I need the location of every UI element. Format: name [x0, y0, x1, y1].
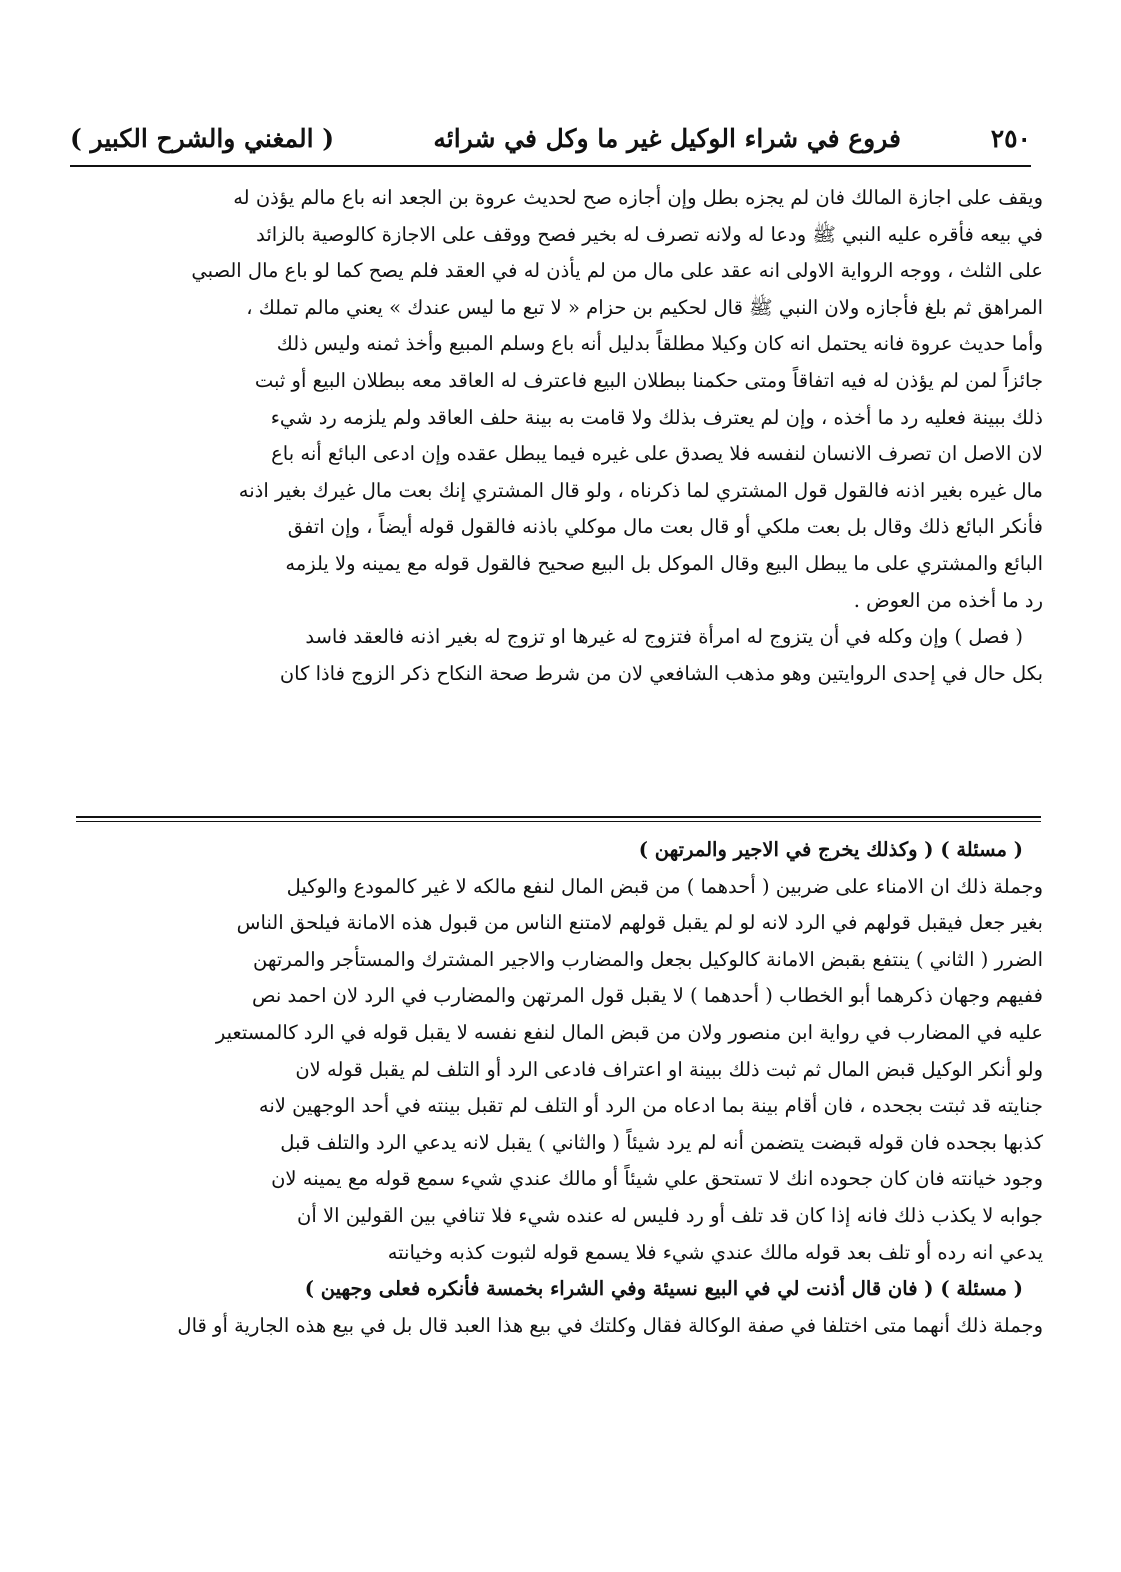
fasl-line: ( فصل ) وإن وكله في أن يتزوج له امرأة فتزوج له غيرها او تزوج له بغير اذنه فالعقد فاسد	[305, 625, 1023, 649]
text-line: وجود خيانته فان كان جحوده انك لا تستحق علي شيئاً أو مالك عندي شيء سمع قوله مع يمينه لان	[271, 1167, 1043, 1191]
main-text-block	[70, 180, 1043, 692]
text-line: بغير جعل فيقبل قولهم في الرد لانه لو لم يقبل قولهم لامتنع الناس من قبول هذه الامانة فيلحق الناس	[236, 911, 1043, 935]
section-separator	[76, 816, 1041, 818]
running-title: فروع في شراء الوكيل غير ما وكل في شرائه	[433, 124, 901, 153]
text-line: يدعي انه رده أو تلف بعد قوله مالك عندي شيء فلا يسمع قوله لثبوت كذبه وخيانته	[387, 1240, 1043, 1264]
masala-heading: ( مسئلة ) ( فان قال أذنت لي في البيع نسيئة وفي الشراء بخمسة فأنكره فعلى وجهين )	[304, 1277, 1023, 1301]
text-line: مال غيره بغير اذنه فالقول قول المشتري لما ذكرناه ، ولو قال المشتري إنك بعت مال غيرك بغير اذنه	[238, 478, 1043, 502]
book-title: ( المغني والشرح الكبير )	[70, 124, 335, 153]
section-separator-inner	[76, 821, 1041, 822]
text-line: الضرر ( الثاني ) ينتفع بقبض الامانة كالوكيل بجعل والمضارب والاجير المشترك والمستأجر والمرتهن	[252, 947, 1043, 971]
text-line: رد ما أخذه من العوض .	[853, 588, 1043, 612]
text-line: البائع والمشتري على ما يبطل البيع وقال الموكل بل البيع صحيح فالقول قوله مع يمينه ولا يلزمه	[285, 551, 1043, 575]
text-line: ويقف على اجازة المالك فان لم يجزه بطل وإن أجازه صح لحديث عروة بن الجعد انه باع مالم يؤذن له	[233, 186, 1043, 209]
text-line: وجملة ذلك أنهما متى اختلفا في صفة الوكالة فقال وكلتك في بيع هذا العبد قال بل في بيع هذه الجارية أو قال	[177, 1313, 1043, 1337]
text-line: في بيعه فأقره عليه النبي ﷺ ودعا له ولانه تصرف له بخير فصح ووقف على الاجازة كالوصية بالزائد	[256, 222, 1043, 246]
header-rule	[70, 165, 1031, 167]
text-line: جوابه لا يكذب ذلك فانه إذا كان قد تلف أو رد فليس له عنده شيء فلا تنافي بين القولين الا أن	[297, 1203, 1043, 1227]
text-line: على الثلث ، ووجه الرواية الاولى انه عقد على مال من لم يأذن له في العقد فلم يصح كما لو باع مال الصبي	[191, 259, 1043, 283]
text-line: كذبها بجحده فان قوله قبضت يتضمن أنه لم يرد شيئاً ( والثاني ) يقبل لانه يدعي الرد والتلف قبل	[280, 1130, 1043, 1154]
page-number: ٢٥٠	[990, 124, 1031, 153]
text-line: ولو أنكر الوكيل قبض المال ثم ثبت ذلك ببينة او اعتراف فادعى الرد أو التلف لم يقبل قوله لان	[295, 1057, 1043, 1081]
text-line: جائزاً لمن لم يؤذن له فيه اتفاقاً ومتى حكمنا ببطلان البيع فاعترف له العاقد معه ببطلان البيع أو ثبت	[254, 368, 1043, 392]
text-line: لان الاصل ان تصرف الانسان لنفسه فلا يصدق على غيره فيما يبطل عقده وإن ادعى البائع أنه باع	[271, 442, 1043, 466]
text-line: المراهق ثم بلغ فأجازه ولان النبي ﷺ قال لحكيم بن حزام « لا تبع ما ليس عندك » يعني مالم تملك ،	[246, 295, 1043, 319]
text-line: فأنكر البائع ذلك وقال بل بعت ملكي أو قال بعت مال موكلي باذنه فالقول قوله أيضاً ، وإن اتفق	[287, 515, 1043, 539]
text-line: وجملة ذلك ان الامناء على ضربين ( أحدهما ) من قبض المال لنفع مالكه لا غير كالمودع والوكيل	[286, 874, 1043, 898]
text-line: عليه في المضارب في رواية ابن منصور ولان من قبض المال لنفع نفسه لا يقبل قوله في الرد كالمستعير	[215, 1020, 1043, 1044]
text-line: ذلك ببينة فعليه رد ما أخذه ، وإن لم يعترف بذلك ولا قامت به بينة حلف العاقد ولم يلزمه رد شيء	[270, 405, 1043, 429]
text-line: ففيهم وجهان ذكرهما أبو الخطاب ( أحدهما ) لا يقبل قول المرتهن والمضارب في الرد لان احمد نص	[251, 984, 1043, 1008]
fasl-line: بكل حال في إحدى الروايتين وهو مذهب الشافعي لان من شرط صحة النكاح ذكر الزوج فاذا كان	[279, 661, 1043, 685]
text-line: وأما حديث عروة فانه يحتمل انه كان وكيلا مطلقاً بدليل أنه باع وسلم المبيع وأخذ ثمنه وليس ذلك	[276, 332, 1043, 356]
commentary-block	[70, 832, 1043, 1344]
masala-heading: ( مسئلة ) ( وكذلك يخرج في الاجير والمرتهن )	[638, 838, 1023, 861]
page-header	[70, 118, 1031, 170]
text-line: جنايته قد ثبتت بجحده ، فان أقام بينة بما ادعاه من الرد أو التلف لم تقبل بينته في أحد الوجهين لانه	[258, 1094, 1043, 1118]
